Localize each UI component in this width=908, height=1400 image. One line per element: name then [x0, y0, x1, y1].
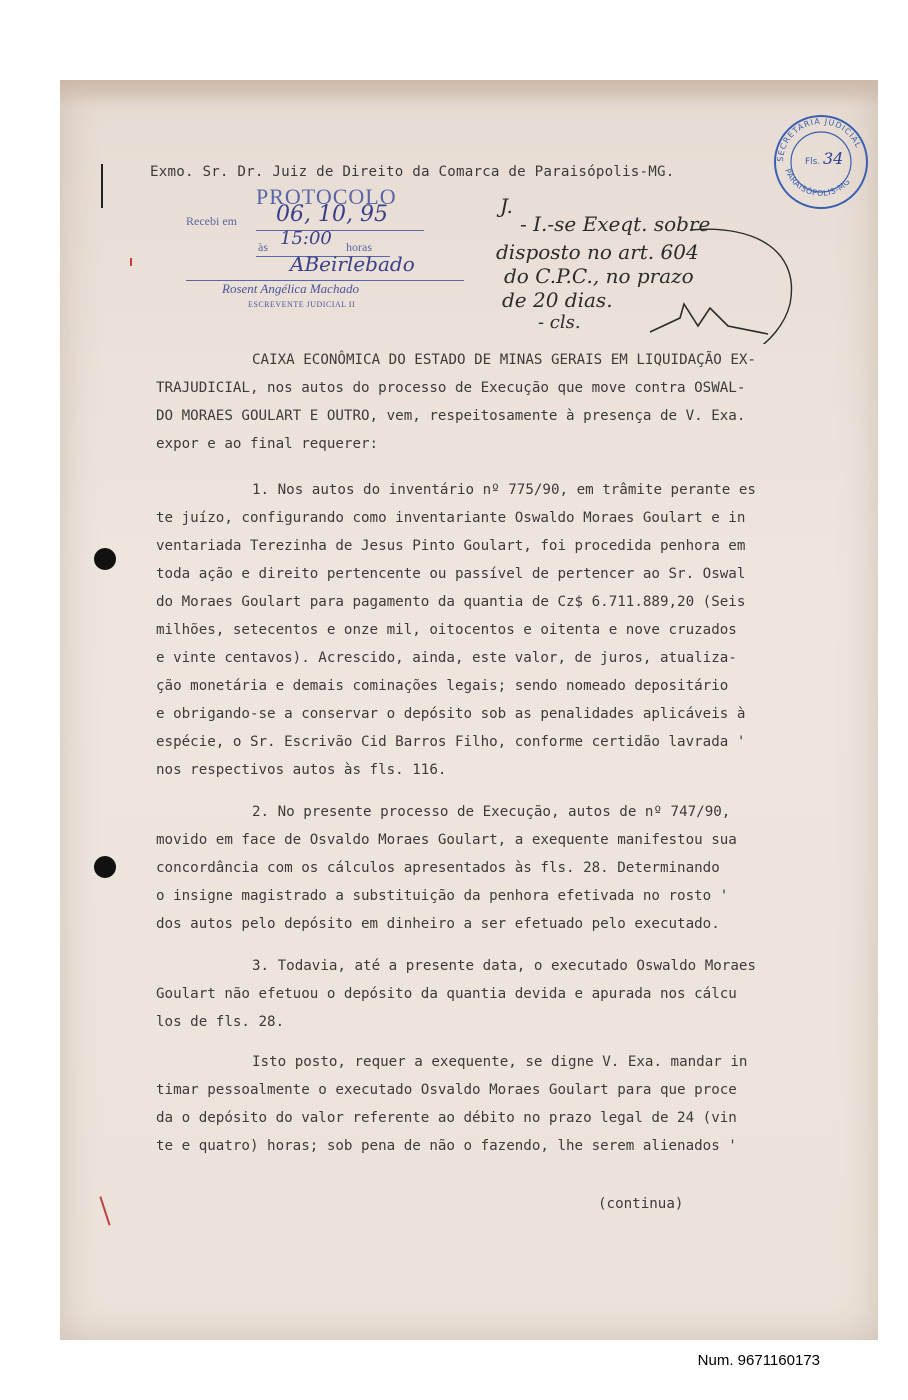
intro-paragraph [156, 346, 836, 458]
protocol-stamp [178, 184, 468, 314]
item-1-paragraph [156, 476, 836, 784]
handnote-line-4: do C.P.C., no prazo [504, 264, 694, 288]
paper-edge-shadow [60, 80, 878, 106]
item-3-paragraph [156, 952, 836, 1036]
seal-folio-number: 34 [823, 149, 844, 168]
svg-text:PARAISÓPOLIS-MG [783, 167, 852, 198]
item-1-line: ventariada Terezinha de Jesus Pinto Goulart, foi procedida penhora em [156, 538, 746, 554]
stamp-title: PROTOCOLO [256, 184, 397, 209]
seal-bottom-text: PARAISÓPOLIS-MG [783, 167, 853, 198]
stamp-received-label: Recebi em [186, 214, 237, 228]
stamp-clerk-role: ESCREVENTE JUDICIAL II [248, 300, 356, 309]
stamp-clerk-name: Rosent Angélica Machado [222, 281, 359, 296]
request-line: da o depósito do valor referente ao débito no prazo legal de 24 (vin [156, 1110, 737, 1126]
item-2-line: concordância com os cálculos apresentados às fls. 28. Determinando [156, 860, 720, 876]
red-mark-small [130, 258, 132, 266]
intro-line: TRAJUDICIAL, nos autos do processo de Execução que move contra OSWAL- [156, 380, 746, 396]
item-3-line: los de fls. 28. [156, 1014, 285, 1030]
item-1-line: nos respectivos autos às fls. 116. [156, 762, 447, 778]
stamp-time: 15:00 [280, 228, 332, 249]
seal-folio-label: Fls. [805, 157, 821, 167]
handnote-line-1: J. [500, 194, 513, 218]
continua-note: (continua) [598, 1196, 684, 1212]
margin-mark-top [101, 164, 103, 208]
addressee-line: Exmo. Sr. Dr. Juiz de Direito da Comarca de Paraisópolis-MG. [150, 164, 675, 180]
item-2-line: dos autos pelo depósito em dinheiro a ser efetuado pelo executado. [156, 916, 720, 932]
handnote-line-3: disposto no art. 604 [496, 240, 699, 264]
intro-line: expor e ao final requerer: [156, 436, 379, 452]
handnote-line-6: - cls. [538, 312, 581, 333]
intro-line: DO MORAES GOULART E OUTRO, vem, respeitosamente à presença de V. Exa. [156, 408, 746, 424]
handnote-line-2: - I.-se Exeqt. sobre [520, 212, 711, 236]
item-2-paragraph [156, 798, 836, 938]
request-line: te e quatro) horas; sob pena de não o fazendo, lhe serem alienados ' [156, 1138, 737, 1154]
item-3-line: 3. Todavia, até a presente data, o executado Oswaldo Moraes [252, 958, 756, 974]
judicial-seal [771, 112, 871, 212]
document-number: Num. 9671160173 [697, 1352, 820, 1369]
item-2-line: o insigne magistrado a substituição da penhora efetivada no rosto ' [156, 888, 729, 904]
stamp-date: 06, 10, 95 [276, 202, 388, 227]
punch-hole-top [94, 548, 116, 570]
intro-line: CAIXA ECONÔMICA DO ESTADO DE MINAS GERAIS EM LIQUIDAÇÃO EX- [252, 352, 756, 368]
request-paragraph [156, 1048, 836, 1160]
item-2-line: 2. No presente processo de Execução, autos de nº 747/90, [252, 804, 731, 820]
item-1-line: toda ação e direito pertencente ou passível de pertencer ao Sr. Oswal [156, 566, 746, 582]
request-line: Isto posto, requer a exequente, se digne V. Exa. mandar in [252, 1054, 748, 1070]
item-1-line: 1. Nos autos do inventário nº 775/90, em trâmite perante es [252, 482, 756, 498]
item-1-line: espécie, o Sr. Escrivão Cid Barros Filho, conforme certidão lavrada ' [156, 734, 746, 750]
item-1-line: ção monetária e demais cominações legais; sendo nomeado depositário [156, 678, 729, 694]
item-1-line: e vinte centavos). Acrescido, ainda, este valor, de juros, atualiza- [156, 650, 737, 666]
item-2-line: movido em face de Osvaldo Moraes Goulart, a exequente manifestou sua [156, 832, 737, 848]
item-3-line: Goulart não efetuou o depósito da quantia devida e apurada nos cálcu [156, 986, 737, 1002]
item-1-line: do Moraes Goulart para pagamento da quantia de Cz$ 6.711.889,20 (Seis [156, 594, 746, 610]
stamp-hours-label: horas [346, 240, 372, 254]
punch-hole-bottom [94, 856, 116, 878]
handnote-line-5: de 20 dias. [502, 288, 613, 312]
judge-signature-stroke [640, 214, 820, 344]
stamp-signature: ABeirlebado [290, 252, 415, 276]
stamp-at-label: às [258, 240, 268, 254]
item-1-line: e obrigando-se a conservar o depósito sob as penalidades aplicáveis à [156, 706, 746, 722]
seal-ring-text: SECRETARIA JUDICIAL [775, 116, 864, 163]
item-1-line: te juízo, configurando como inventariante Oswaldo Moraes Goulart e in [156, 510, 746, 526]
request-line: timar pessoalmente o executado Osvaldo Moraes Goulart para que proce [156, 1082, 737, 1098]
item-1-line: milhões, setecentos e onze mil, oitocentos e oitenta e nove cruzados [156, 622, 737, 638]
